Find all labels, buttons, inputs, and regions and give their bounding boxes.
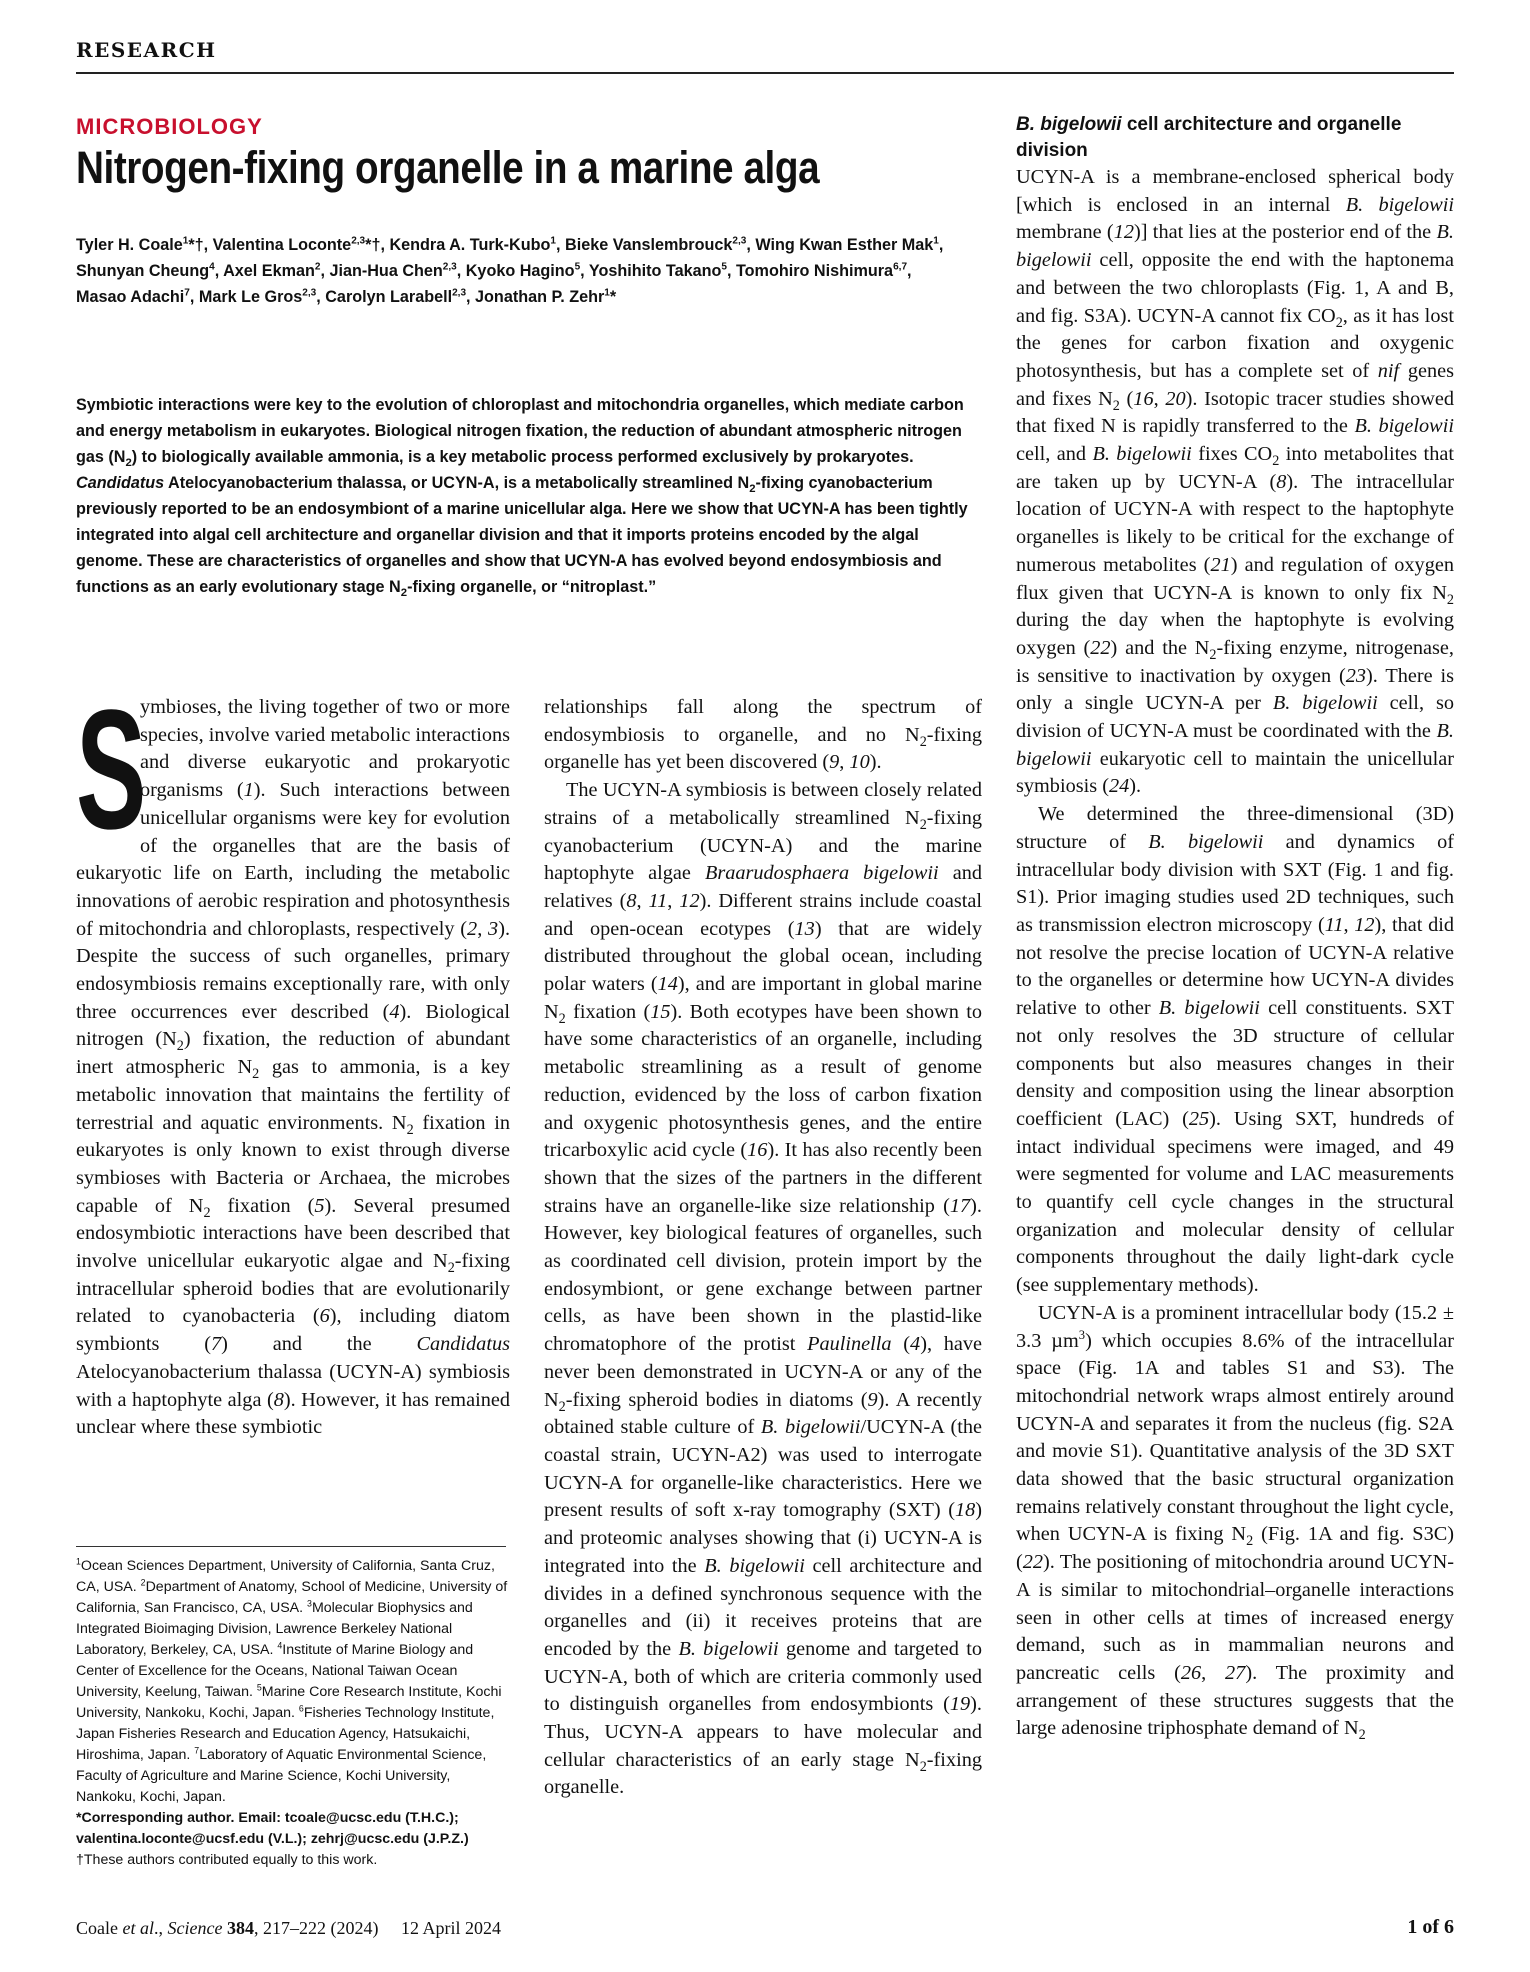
body-column-1	[76, 675, 511, 1442]
body-column-2	[544, 694, 982, 1802]
equal-contribution-note: †These authors contributed equally to this work.	[76, 1852, 378, 1868]
footnote-rule	[76, 1546, 506, 1547]
header-rule	[76, 72, 1454, 74]
body-column-3	[1016, 112, 1454, 1743]
section-label: RESEARCH	[76, 38, 217, 62]
paragraph: UCYN-A is a membrane-enclosed spherical body [which is enclosed in an internal B. bigelowii membrane (12)] that lies at the posterior end of the B. bigelowii cell, opposite the end with the haptonema and between the two chloroplasts (Fig. 1, A and B, and fig. S3A). UCYN-A cannot fix $CO_2$, as it has lost the genes for carbon fixation and oxygenic photosynthesis, but has a complete set of nif genes and fixes $N_2$ (16, 20). Isotopic tracer studies showed that fixed N is rapidly transferred to the B. bigelowii cell, and B. bigelowii fixes $CO_2$ into metabolites that are taken up by UCYN-A (8). The intracellular location of UCYN-A with respect to the haptophyte organelles is likely to be critical for the exchange of numerous metabolites (21) and regulation of oxygen flux given that UCYN-A is known to only fix $N_2$ during the day when the haptophyte is evolving oxygen (22) and the $N_2$-fixing enzyme, nitrogenase, is sensitive to inactivation by oxygen (23). There is only a single UCYN-A per B. bigelowii cell, so division of UCYN-A must be coordinated with the B. bigelowii eukaryotic cell to maintain the unicellular symbiosis (24).	[1016, 166, 1455, 798]
footnotes	[76, 1556, 512, 1871]
paragraph: UCYN-A is a prominent intracellular body (15.2 ± 3.3 µm$^3$) which occupies 8.6% of the intracellular space (Fig. 1A and tables S1 and S3). The mitochondrial network wraps almost entirely around UCYN-A and separates it from the nucleus (fig. S2A and movie S1). Quantitative analysis of the 3D SXT data showed that the basic structural organization remains relatively constant throughout the light cycle, when UCYN-A is fixing $N_2$ (Fig. 1A and fig. S3C) (22). The positioning of mitochondria around UCYN-A is similar to mitochondrial–organelle interactions seen in other cells at times of increased energy demand, such as in mammalian neurons and pancreatic cells (26, 27). The proximity and arrangement of these structures suggests that the large adenosine triphosphate demand of $N_2$	[1016, 1301, 1455, 1744]
citation-footer: Coale et al., Science 384, 217–222 (2024) 12 April 2024	[76, 1918, 501, 1938]
paragraph: The UCYN-A symbiosis is between closely related strains of a metabolically streamlined $N_2$-fixing cyanobacterium (UCYN-A) and the marine haptophyte algae Braarudosphaera bigelowii and relatives (8, 11, 12). Different strains include coastal and open-ocean ecotypes (13) that are widely distributed throughout the global ocean, including polar waters (14), and are important in global marine $N_2$ fixation (15). Both ecotypes have been shown to have some characteristics of an organelle, including metabolic streamlining as a result of genome reduction, evidenced by the loss of carbon fixation and oxygenic photosynthesis genes, and the entire tricarboxylic acid cycle (16). It has also recently been shown that the sizes of the partners in the different strains have an organelle-like size relationship (17). However, key biological features of organelles, such as coordinated cell division, protein import by the endosymbiont, or gene exchange between partner cells, as have been shown in the plastid-like chromatophore of the protist Paulinella (4), have never been demonstrated in UCYN-A or any of the $N_2$-fixing spheroid bodies in diatoms (9). A recently obtained stable culture of B. bigelowii/UCYN-A (the coastal strain, UCYN-A2) was used to interrogate UCYN-A for organelle-like characteristics. Here we present results of soft x-ray tomography (SXT) (18) and proteomic analyses showing that (i) UCYN-A is integrated into the B. bigelowii cell architecture and divides in a defined synchronous sequence with the organelles and (ii) it receives proteins that are encoded by the B. bigelowii genome and targeted to UCYN-A, both of which are criteria commonly used to distinguish organelles from endosymbionts (19). Thus, UCYN-A appears to have molecular and cellular characteristics of an early stage $N_2$-fixing organelle.	[544, 779, 983, 1799]
page-number: 1 of 6	[1407, 1916, 1454, 1938]
article-title: Nitrogen-fixing organelle in a marine alga	[76, 142, 820, 193]
corresponding-author: *Corresponding author. Email: tcoale@ucsc.edu (T.H.C.); valentina.loconte@ucsf.edu (V.L.); zehrj@ucsc.edu (J.P.Z.)	[76, 1810, 469, 1847]
section-subheading: B. bigelowii cell architecture and organelle division	[1016, 114, 1402, 161]
article-kicker: MICROBIOLOGY	[76, 114, 263, 139]
abstract: Symbiotic interactions were key to the evolution of chloroplast and mitochondria organelles, which mediate carbon and energy metabolism in eukaryotes. Biological nitrogen fixation, the reduction of abundant atmospheric nitrogen gas $(N_2)$ to biologically available ammonia, is a key metabolic process performed exclusively by prokaryotes. Candidatus Atelocyanobacterium thalassa, or UCYN-A, is a metabolically streamlined $N_2$-fixing cyanobacterium previously reported to be an endosymbiont of a marine unicellular alga. Here we show that UCYN-A has been tightly integrated into algal cell architecture and organellar division and that it imports proteins encoded by the algal genome. These are characteristics of organelles and show that UCYN-A has evolved beyond endosymbiosis and functions as an early evolutionary stage $N_2$-fixing organelle, or “nitroplast.”	[76, 396, 968, 600]
author-list: Tyler H. Coale$^1$*†, Valentina Loconte$^{2,3}$*†, Kendra A. Turk-Kubo$^1$, Bieke Vanslembrouck$^{2,3}$, Wing Kwan Esther Mak$^1$, Shunyan Cheung$^4$, Axel Ekman$^2$, Jian-Hua Chen$^{2,3}$, Kyoko Hagino$^5$, Yoshihito Takano$^5$, Tomohiro Nishimura$^{6,7}$, Masao Adachi$^7$, Mark Le Gros$^{2,3}$, Carolyn Larabell$^{2,3}$, Jonathan P. Zehr$^1$*	[76, 235, 944, 306]
drop-cap: S	[76, 675, 147, 865]
intro-text: ymbioses, the living together of two or more species, involve varied metabolic interactions and diverse eukaryotic and prokaryotic organisms (1). Such interactions between unicellular organisms were key for evolution of the organelles that are the basis of eukaryotic life on Earth, including the metabolic innovations of aerobic respiration and photosynthesis of mitochondria and chloroplasts, respectively (2, 3). Despite the success of such organelles, primary endosymbiosis remains exceptionally rare, with only three occurrences ever described (4). Biological nitrogen $(N_2)$ fixation, the reduction of abundant inert atmospheric $N_2$ gas to ammonia, is a key metabolic innovation that maintains the fertility of terrestrial and aquatic environments. $N_2$ fixation in eukaryotes is only known to exist through diverse symbioses with Bacteria or Archaea, the microbes capable of $N_2$ fixation (5). Several presumed endosymbiotic interactions have been described that involve unicellular eukaryotic algae and $N_2$-fixing intracellular spheroid bodies that are evolutionarily related to cyanobacteria (6), including diatom symbionts (7) and the Candidatus Atelocyanobacterium thalassa (UCYN-A) symbiosis with a haptophyte alga (8). However, it has remained unclear where these symbiotic	[76, 696, 511, 1439]
affiliations: $^1$Ocean Sciences Department, University of California, Santa Cruz, CA, USA. $^2$Department of Anatomy, School of Medicine, University of California, San Francisco, CA, USA. $^3$Molecular Biophysics and Integrated Bioimaging Division, Lawrence Berkeley National Laboratory, Berkeley, CA, USA. $^4$Institute of Marine Biology and Center of Excellence for the Oceans, National Taiwan Ocean University, Keelung, Taiwan. $^5$Marine Core Research Institute, Kochi University, Nankoku, Kochi, Japan. $^6$Fisheries Technology Institute, Japan Fisheries Research and Education Agency, Hatsukaichi, Hiroshima, Japan. $^7$Laboratory of Aquatic Environmental Science, Faculty of Agriculture and Marine Science, Kochi University, Nankoku, Kochi, Japan.	[76, 1556, 508, 1805]
paragraph: relationships fall along the spectrum of endosymbiosis to organelle, and no $N_2$-fixing organelle has yet been discovered (9, 10).	[544, 696, 982, 774]
paragraph: We determined the three-dimensional (3D) structure of B. bigelowii and dynamics of intracellular body division with SXT (Fig. 1 and fig. S1). Prior imaging studies used 2D techniques, such as transmission electron microscopy (11, 12), that did not resolve the precise location of UCYN-A relative to the organelles or determine how UCYN-A divides relative to other B. bigelowii cell constituents. SXT not only resolves the 3D structure of cellular components but also measures changes in their density and composition using the linear absorption coefficient (LAC) (25). Using SXT, hundreds of intact individual specimens were imaged, and 49 were segmented for volume and LAC measurements to quantify cell cycle changes in the structural organization and molecular density of cellular components throughout the daily light-dark cycle (see supplementary methods).	[1016, 803, 1455, 1297]
intro-paragraph	[76, 675, 511, 1442]
